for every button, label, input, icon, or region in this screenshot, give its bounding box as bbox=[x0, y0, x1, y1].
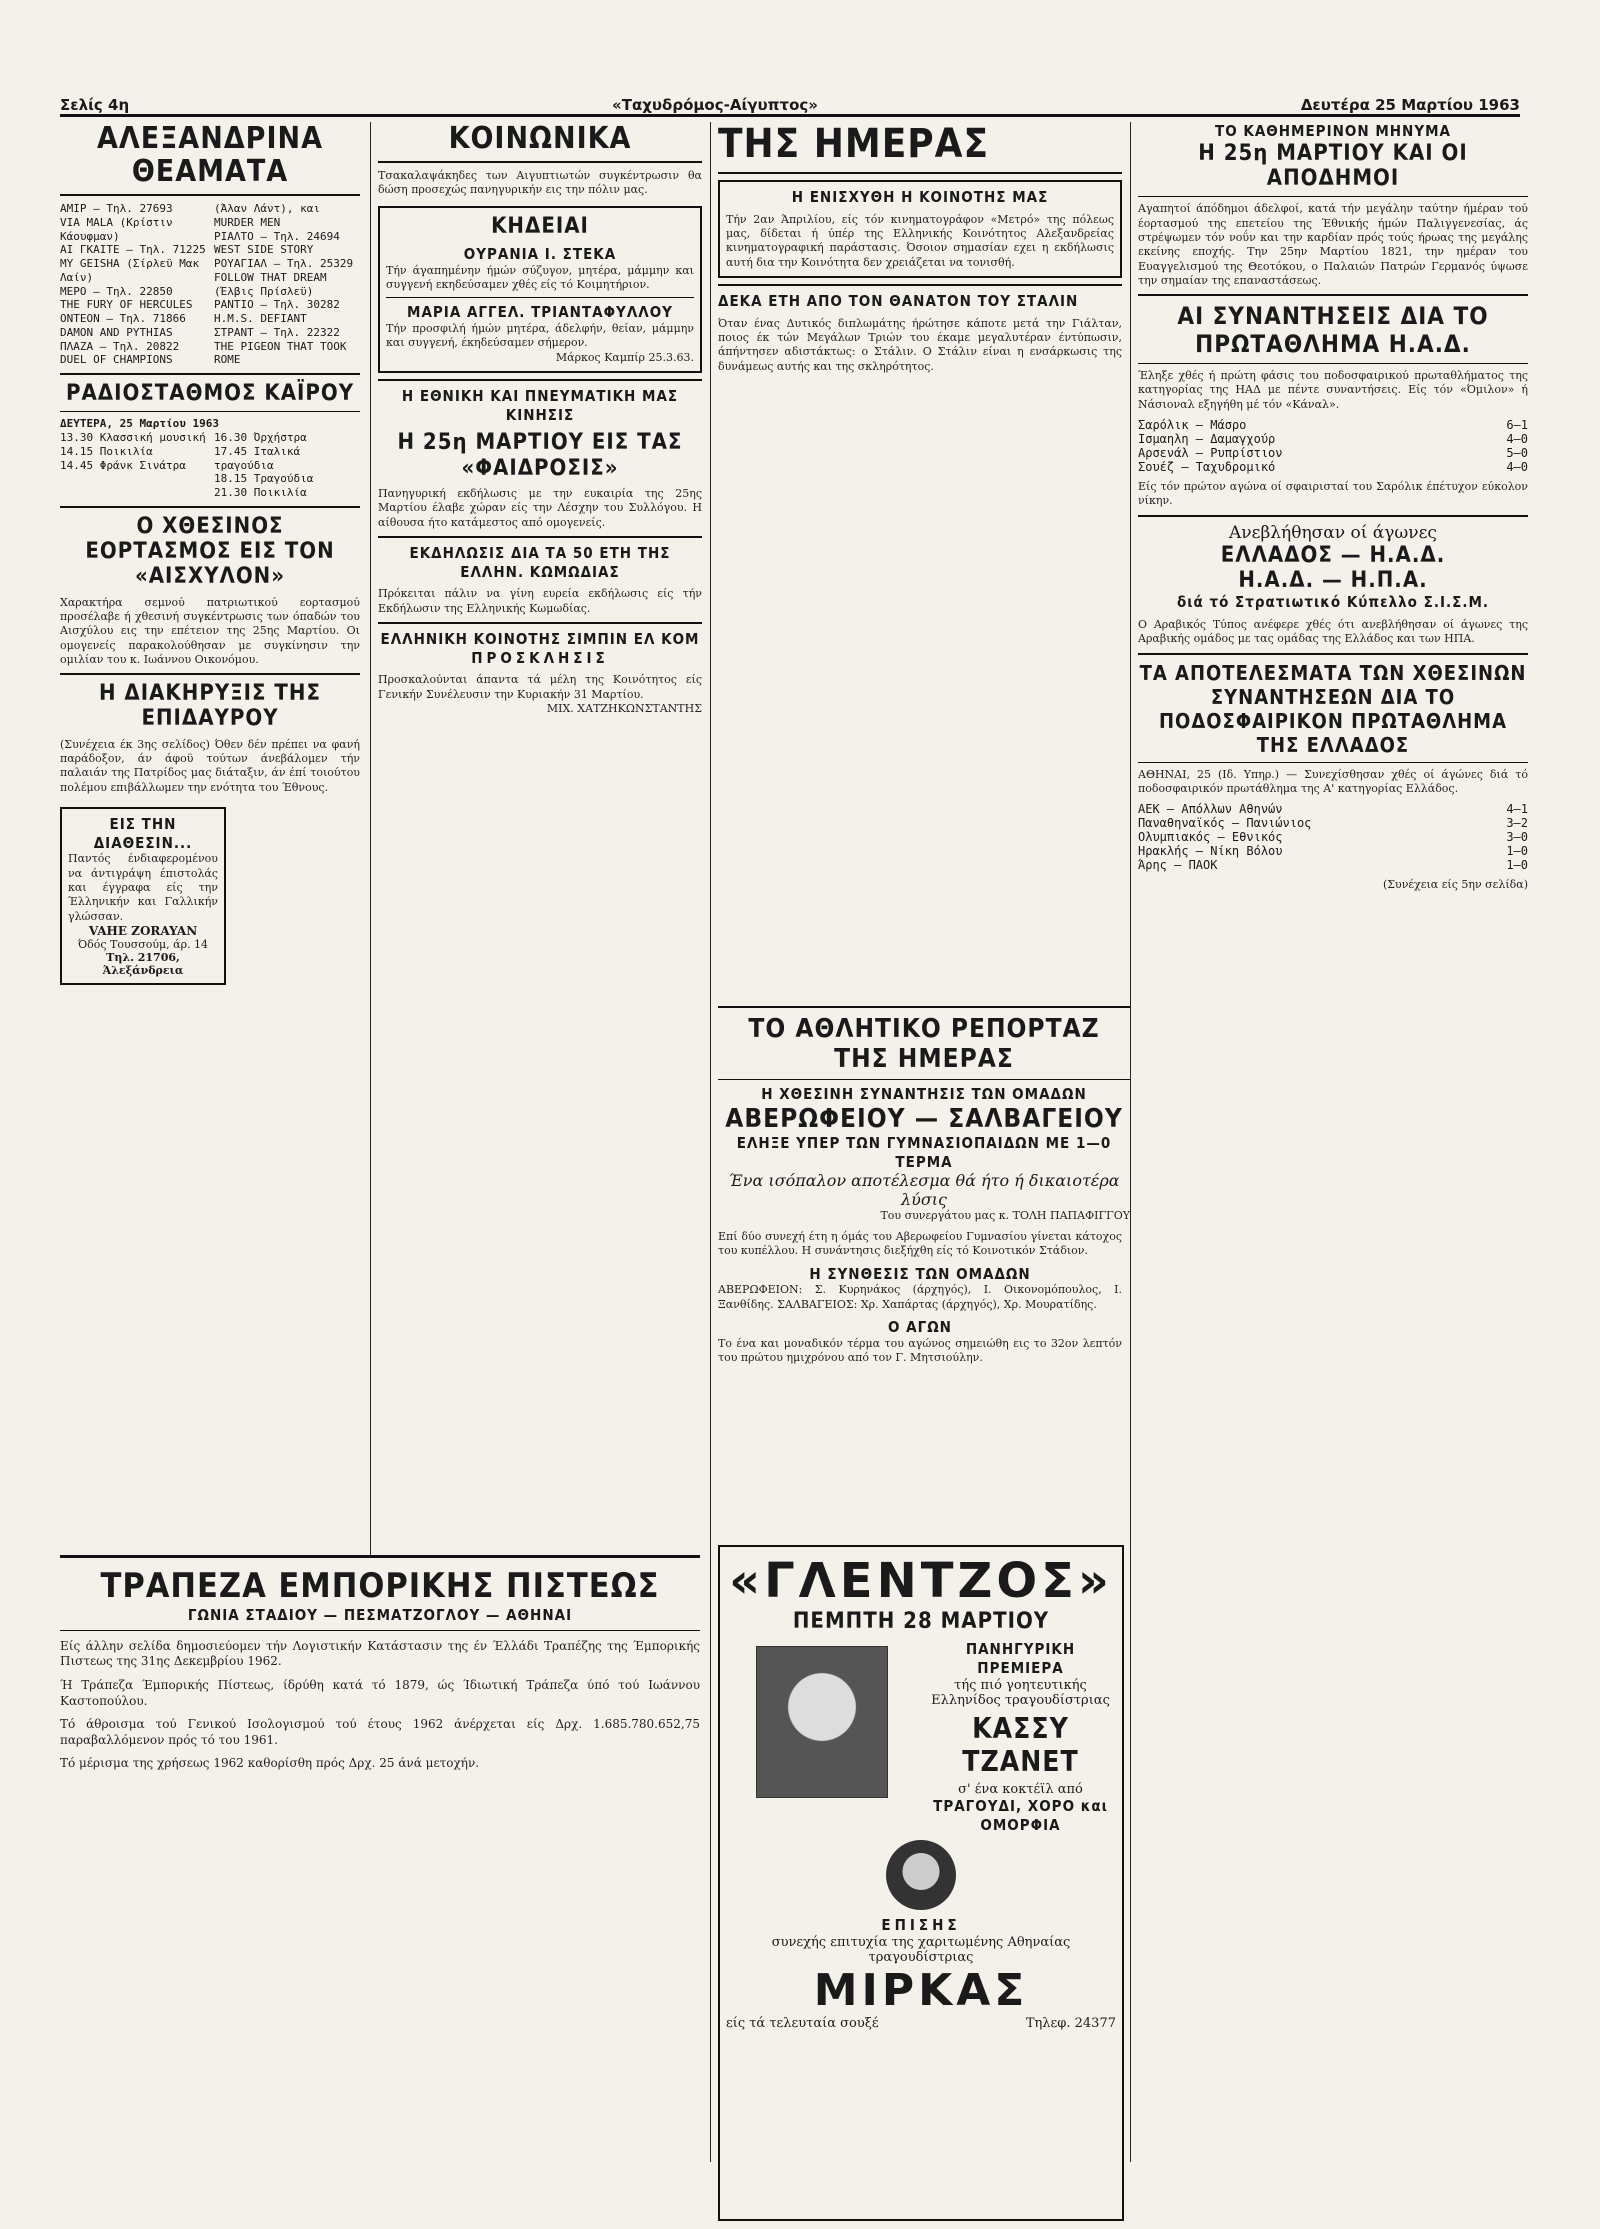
ad-phone: Τηλεφ. 24377 bbox=[1025, 2016, 1116, 2032]
funeral-signature: Μάρκος Καμπίρ 25.3.63. bbox=[555, 350, 694, 364]
awake-box bbox=[718, 180, 1122, 278]
page-header bbox=[60, 88, 1520, 117]
result-teams: Άρης — ΠΑΟΚ bbox=[1138, 858, 1218, 873]
sports-lineups: ΑΒΕΡΩΦΕΙΟΝ: Σ. Κυρηνάκος (άρχηγός), Ι. Οικονομόπουλος, Ι. Ξανθίδης. ΣΑΛΒΑΓΕΙΟΣ: Χρ. Χαπάρτας (άρχηγός), Χρ. Μουρατίδης. bbox=[718, 1283, 1122, 1311]
comedy-article: Πρόκειται πάλιν να γίνη ευρεία εκδήλωσις είς τήν Εκδήλωσιν της Ελληνικής Κωμωδίας. bbox=[378, 587, 702, 615]
ad-singer-intro: τής πιό γοητευτικής Ελληνίδος τραγουδίστριας bbox=[931, 1677, 1110, 1708]
result-score: 4—1 bbox=[1506, 802, 1528, 817]
declaration-article: (Συνέχεια έκ 3ης σελίδος) Όθεν δέν πρέπει να φανή παράδοξον, άν άφοϋ τούτων άνεβάλομεν τήν παλαιάν της Πατρίδος μας διάταξιν, άν έπί τοιούτου πολέμου επιβάλλωμεν την ενότητα του Έθνους. bbox=[60, 737, 360, 794]
results-table bbox=[1138, 418, 1528, 474]
cup-article: Έληξε χθές ή πρώτη φάσις του ποδοσφαιρικού πρωταθλήματος της κατηγορίας της ΗΑΔ με πέντε συναντήσεις. Είς τόν «Όμιλον» ή Νάσιοναλ εξηγήθη μέ τόν «Κάναλ». bbox=[1138, 369, 1528, 411]
diathesi-address: Όδός Τουσσούμ, άρ. 14 bbox=[77, 937, 209, 951]
theater-entry: ΡΑΝΤΙΟ — Τηλ. 30282 bbox=[214, 298, 340, 312]
ad-premiere: ΠΑΝΗΓΥΡΙΚΗ ΠΡΕΜΙΕΡΑ bbox=[965, 1640, 1076, 1678]
column-rule bbox=[710, 122, 711, 2162]
community-subtitle: ΠΡΟΣΚΛΗΣΙΣ bbox=[471, 648, 609, 667]
bank-title: ΤΡΑΠΕΖΑ ΕΜΠΟΡΙΚΗΣ ΠΙΣΤΕΩΣ bbox=[100, 1566, 660, 1606]
celebration-article: Χαρακτήρα σεμνού πατριωτικού εορτασμού προσέλαβε ή χθεσινή συγκέντρωσις των όπαδών του Αισχύλου εις την επέτειον της 25ης Μαρτίου. Οι ομογενείς παρακολούθησαν με συγκίνησιν την ομιλίαν του κ. Ιωάννου Οικονόμου. bbox=[60, 595, 360, 666]
ad-singer2-name: ΜΙΡΚΑΣ bbox=[813, 1965, 1029, 2017]
radio-entry: 16.30 Όρχήστρα bbox=[214, 431, 307, 445]
sports-report bbox=[718, 1000, 1130, 1225]
result-teams: Ισμαηλη — Δαμαγχούρ bbox=[1138, 432, 1276, 447]
glentzos-ad bbox=[718, 1545, 1124, 2221]
ad-last: είς τά τελευταία σουξέ bbox=[726, 2016, 879, 2032]
result-score: 1—0 bbox=[1506, 858, 1528, 873]
final-results-table bbox=[1138, 802, 1528, 872]
result-teams: Αρσενάλ — Ρυπρίστιον bbox=[1138, 446, 1283, 461]
theater-entry: WEST SIDE STORY bbox=[214, 243, 314, 257]
result-score: 1—0 bbox=[1506, 844, 1528, 859]
radio-entry: 17.45 Ιταλικά τραγούδια bbox=[214, 444, 301, 472]
theater-entry: H.M.S. DEFIANT bbox=[214, 312, 307, 325]
ad-also: ΕΠΙΣΗΣ bbox=[881, 1916, 961, 1935]
message-label: ΤΟ ΚΑΘΗΜΕΡΙΝΟΝ ΜΗΝΥΜΑ bbox=[1214, 122, 1452, 140]
result-teams: Ολυμπιακός — Εθνικός bbox=[1138, 830, 1283, 845]
cup-article-2: Είς τόν πρώτον αγώνα οί σφαιρισταί του Σαρόλικ έπέτυχον εύκολον νίκην. bbox=[1138, 480, 1528, 508]
revived-title: Ανεβλήθησαν οί άγωνες bbox=[1229, 522, 1437, 543]
theater-entry: ΠΛΑΖΑ — Τηλ. 20822 bbox=[60, 339, 180, 353]
result-row bbox=[1138, 858, 1528, 872]
ad-cocktail: σ' ένα κοκτέϊλ από bbox=[958, 1781, 1083, 1797]
cup-title: ΑΙ ΣΥΝΑΝΤΗΣΕΙΣ ΔΙΑ ΤΟ ΠΡΩΤΑΘΛΗΜΑ Η.Α.Δ. bbox=[1177, 302, 1489, 359]
result-row bbox=[1138, 844, 1528, 858]
theater-entry: ΟΝΤΕΟΝ — Τηλ. 71866 bbox=[60, 312, 186, 325]
result-score: 3—0 bbox=[1506, 830, 1528, 845]
final-title: ΤΑ ΑΠΟΤΕΛΕΣΜΑΤΑ ΤΩΝ ΧΘΕΣΙΝΩΝ ΣΥΝΑΝΤΗΣΕΩΝ ΔΙΑ ΤΟ ΠΟΔΟΣΦΑΙΡΙΚΟΝ ΠΡΩΤΑΘΛΗΜΑ ΤΗΣ ΕΛΛΑΔΟΣ bbox=[1139, 660, 1527, 757]
theater-entry: (Άλαν Λάντ), και MURDER MEN bbox=[214, 202, 320, 229]
radio-list-right bbox=[214, 431, 360, 500]
theater-entry: THE FURY OF HERCULES bbox=[60, 298, 193, 312]
nation-title: Η ΕΘΝΙΚΗ ΚΑΙ ΠΝΕΥΜΑΤΙΚΗ ΜΑΣ ΚΙΝΗΣΙΣ bbox=[401, 386, 679, 424]
theater-listings bbox=[60, 202, 360, 367]
message-title: Η 25η ΜΑΡΤΙΟΥ ΚΑΙ ΟΙ ΑΠΟΔΗΜΟΙ bbox=[1198, 140, 1468, 192]
day-title: ΤΗΣ ΗΜΕΡΑΣ bbox=[718, 122, 990, 167]
radio-entry: 14.15 Ποικιλία bbox=[60, 444, 153, 458]
result-teams: Παναθηναϊκός — Πανιώνιος bbox=[1138, 816, 1312, 831]
theater-entry: FOLLOW THAT DREAM (Έλβις Πρίσλεϋ) bbox=[214, 270, 327, 298]
bank-notice bbox=[60, 1555, 700, 2218]
theater-list-left bbox=[60, 202, 206, 367]
theater-entry: THE PIGEON THAT TOOK ROME bbox=[214, 339, 347, 367]
funeral-2-name: ΜΑΡΙΑ ΑΓΓΕΛ. ΤΡΙΑΝΤΑΦΥΛΛΟΥ bbox=[407, 303, 673, 322]
sports-byline: Του συνεργάτου μας κ. ΤΟΛΗ ΠΑΠΑΦΙΓΓΟΥ bbox=[880, 1209, 1130, 1223]
ad-show: ΤΡΑΓΟΥΔΙ, ΧΟΡΟ και ΟΜΟΡΦΙΑ bbox=[933, 1796, 1108, 1834]
radio-title: ΡΑΔΙΟΣΤΑΘΜΟΣ ΚΑΪΡΟΥ bbox=[65, 381, 355, 406]
revived-cup: διά τό Στρατιωτικό Κύπελλο Σ.Ι.Σ.Μ. bbox=[1176, 593, 1490, 612]
sports-quote: Ένα ισόπαλον αποτέλεσμα θά ήτο ή δικαιοτέρα λύσις bbox=[728, 1171, 1120, 1210]
result-score: 6—1 bbox=[1506, 418, 1528, 433]
page-number: Σελίς 4η bbox=[60, 96, 130, 114]
ad-also-text: συνεχής επιτυχία της χαριτωμένης Αθηναίας τραγουδίστριας bbox=[771, 1935, 1071, 1966]
singer-portrait bbox=[756, 1646, 888, 1798]
theater-entry: ΜΥ GEISHA (Σίρλεϋ Μακ Λαίν) bbox=[60, 257, 200, 284]
diathesi-name: VAHE ZORAYAN bbox=[88, 923, 198, 938]
radio-entry: 14.45 Φράνκ Σινάτρα bbox=[60, 458, 186, 472]
bank-paragraph-1: Είς άλλην σελίδα δημοσιεύομεν τήν Λογιστικήν Κατάστασιν της έν Έλλάδι Τραπέζης της Έμπορικής Πιστεως της 31ης Δεκεμβρίου 1962. bbox=[60, 1638, 700, 1669]
result-score: 3—2 bbox=[1506, 816, 1528, 831]
funeral-2-text: Τήν προσφιλή ήμών μητέρα, άδελφήν, θείαν, μάμμην και συγγενή, έκηδεύσαμεν σήμερον. bbox=[386, 321, 694, 350]
column-4 bbox=[1138, 122, 1528, 2212]
sports-paragraph-2: Το ένα και μοναδικόν τέρμα του αγώνος σημειώθη εις το 32ον λεπτόν του πρώτου ημιχρόνου από τον Γ. Μητσιούλην. bbox=[718, 1336, 1122, 1364]
theater-entry: ΑΜΙΡ — Τηλ. 27693 bbox=[60, 202, 173, 215]
theaters-title: ΑΛΕΞΑΝΔΡΙΝΑ ΘΕΑΜΑΤΑ bbox=[97, 122, 323, 189]
radio-entry: 21.30 Ποικιλία bbox=[214, 486, 307, 500]
awake-article: Τήν 2αν Άπριλίου, είς τόν κινηματογράφον «Μετρό» της πόλεως μας, δίδεται ή ύπέρ της Ελληνικής Κοινότητος Αλεξανδρείας κινηματογραφική παράστασις. Όσοιον σημασίαν εχει η εκδήλωσις αυτή δια την Κοινότητα δεν χρειάζεται να τονισθή. bbox=[726, 212, 1114, 269]
declaration-title: Η ΔΙΑΚΗΡΥΞΙΣ ΤΗΣ ΕΠΙΔΑΥΡΟΥ bbox=[98, 681, 322, 732]
sports-match-title: Ο ΑΓΩΝ bbox=[888, 1317, 952, 1336]
stalin-title: ΔΕΚΑ ΕΤΗ ΑΠΟ ΤΟΝ ΘΑΝΑΤΟΝ ΤΟΥ ΣΤΑΛΙΝ bbox=[718, 291, 1079, 310]
social-title: ΚΟΙΝΩΝΙΚΑ bbox=[448, 122, 632, 156]
revived-match-2: Η.Α.Δ. — Η.Π.Α. bbox=[1238, 567, 1428, 593]
ad-singer-name: ΚΑΣΣΥ ΤΖΑΝΕΤ bbox=[962, 1711, 1079, 1778]
result-row bbox=[1138, 460, 1528, 474]
awake-title: Η ΕΝΙΣΧΥΘΗ Η ΚΟΙΝΟΤΗΣ ΜΑΣ bbox=[791, 188, 1049, 206]
result-row bbox=[1138, 816, 1528, 830]
diathesi-box bbox=[60, 807, 226, 985]
message-article: Αγαπητοί άπόδημοι άδελφοί, κατά τήν μεγάλην ταύτην ήμέραν τού έορτασμού της επετείου της Έθνικής ήμών Παλιγγενεσίας, άς στρέψωμεν τόν νοΰν και την καρδίαν πρός τούς ήρωας της μεγάλης εκείνης εποχής. Την 25ην Μαρτίου 1821, την ημέραν του Ευαγγελισμού της Θεοτόκου, ο Παλαιών Πατρών Γερμανός ύψωσε την σημαίαν της επαναστάσεως. bbox=[1138, 202, 1528, 287]
result-row bbox=[1138, 418, 1528, 432]
result-score: 5—0 bbox=[1506, 446, 1528, 461]
community-title: ΕΛΛΗΝΙΚΗ ΚΟΙΝΟΤΗΣ ΣΙΜΠΙΝ ΕΛ ΚΟΜ bbox=[380, 629, 700, 648]
result-row bbox=[1138, 802, 1528, 816]
final-article: ΑΘΗΝΑΙ, 25 (Ιδ. Υπηρ.) — Συνεχίσθησαν χθές οί άγώνες διά τό ποδοσφαιρικόν πρωτάθλημα της Α' κατηγορίας Ελλάδος. bbox=[1138, 767, 1528, 795]
social-article: Τσακαλαψάκηδες των Αιγυπτιωτών συγκέντρωσιν θα δώση προσεχώς πανηγυρικήν εις την πόλιν μας. bbox=[378, 169, 702, 197]
result-teams: ΑΕΚ — Απόλλων Αθηνών bbox=[1138, 802, 1283, 817]
result-teams: Σαρόλικ — Μάσρο bbox=[1138, 418, 1247, 433]
result-row bbox=[1138, 432, 1528, 446]
result-teams: Ηρακλής — Νίκη Βόλου bbox=[1138, 844, 1283, 859]
result-teams: Σουέζ — Ταχυδρομικό bbox=[1138, 460, 1276, 475]
sports-paragraph-1: Επί δύο συνεχή έτη η όμάς του Αβερωφείου Γυμνασίου γίνεται κάτοχος του κυπέλλου. Η συνάντησις διεξήχθη είς τό Κοινοτικόν Στάδιον. bbox=[718, 1230, 1122, 1258]
sports-body bbox=[718, 1230, 1122, 1530]
result-score: 4—0 bbox=[1506, 432, 1528, 447]
radio-entry: 13.30 Κλασσική μουσική bbox=[60, 431, 206, 445]
comedy-title: ΕΚΔΗΛΩΣΙΣ ΔΙΑ ΤΑ 50 ΕΤΗ ΤΗΣ ΕΛΛΗΝ. ΚΩΜΩΔΙΑΣ bbox=[409, 543, 671, 581]
bank-paragraph-2: Ή Τράπεζα Έμπορικής Πίστεως, ίδρύθη κατά τό 1879, ώς Ίδιωτική Τράπεζα ύπό τού Ιωάννου Καστοπούλου. bbox=[60, 1677, 700, 1708]
community-signature: ΜΙΧ. ΧΑΤΖΗΚΩΝΣΤΑΝΤΗΣ bbox=[546, 702, 702, 716]
result-score: 4—0 bbox=[1506, 460, 1528, 475]
ad-venue: «ΓΛΕΝΤΖΟΣ» bbox=[729, 1553, 1113, 1609]
revived-match-1: ΕΛΛΑΔΟΣ — Η.Α.Δ. bbox=[1220, 542, 1446, 568]
singer2-portrait bbox=[886, 1840, 956, 1910]
revived-article: Ο Αραβικός Τύπος ανέφερε χθές ότι ανεβλήθησαν οί άγωνες της Αραβικής ομάδος με τας ομάδας της Ελλάδος και των ΗΠΑ. bbox=[1138, 617, 1528, 646]
theater-entry: ΡΙΑΛΤΟ — Τηλ. 24694 bbox=[214, 229, 340, 243]
funeral-1-text: Τήν άγαπημένην ήμών σύζυγον, μητέρα, μάμμην και συγγενή εκηδεύσαμεν χθές είς τό Κοιμητήριον. bbox=[386, 263, 694, 291]
diathesi-title: ΕΙΣ ΤΗΝ ΔΙΑΘΕΣΙΝ... bbox=[93, 814, 193, 852]
theater-entry: VIA MALA (Κρίστιν Κάουφμαν) bbox=[60, 215, 173, 243]
theater-entry: DUEL OF CHAMPIONS bbox=[60, 353, 173, 367]
funeral-1-name: ΟΥΡΑΝΙΑ Ι. ΣΤΕΚΑ bbox=[463, 244, 617, 263]
stalin-article: Όταν ένας Δυτικός διπλωμάτης ήρώτησε κάποτε μετά την Γιάλταν, ποιος έκ τών Μεγάλων Τριών του έκαμε μεγαλυτέραν έντύπωσιν, άπήντησεν αδιστάκτως: ο Στάλιν. Ο Στάλιν είναι η ενσάρκωσις της δυνάμεως αυτής και της σκληρότητος. bbox=[718, 316, 1122, 373]
sports-title: ΤΟ ΑΘΛΗΤΙΚΟ ΡΕΠΟΡΤΑΖ ΤΗΣ ΗΜΕΡΑΣ bbox=[748, 1014, 1100, 1074]
bank-subtitle: ΓΩΝΙΑ ΣΤΑΔΙΟΥ — ΠΕΣΜΑΤΖΟΓΛΟΥ — ΑΘΗΝΑΙ bbox=[187, 1606, 573, 1624]
bank-paragraph-4: Τό μέρισμα της χρήσεως 1962 καθορίσθη πρός Δρχ. 25 άνά μετοχήν. bbox=[60, 1756, 480, 1771]
diathesi-text: Παντός ένδιαφερομένου να άντιγράψη έπιστολάς και έγγραφα είς την Έλληνικήν και Γαλλικήν γλώσσαν. bbox=[68, 852, 218, 923]
radio-list-left bbox=[60, 431, 206, 500]
sports-result: ΕΛΗΞΕ ΥΠΕΡ ΤΩΝ ΓΥΜΝΑΣΙΟΠΑΙΔΩΝ ΜΕ 1—0 ΤΕΡΜΑ bbox=[736, 1133, 1112, 1171]
funerals-title: ΚΗΔΕΙΑΙ bbox=[491, 213, 589, 239]
celebration-title: Ο ΧΘΕΣΙΝΟΣ ΕΟΡΤΑΣΜΟΣ ΕΙΣ ΤΟΝ «ΑΙΣΧΥΛΟΝ» bbox=[85, 513, 335, 590]
ad-date: ΠΕΜΠΤΗ 28 ΜΑΡΤΙΟΥ bbox=[792, 1609, 1050, 1634]
march-article: Πανηγυρική εκδήλωσις με την ευκαιρία της 25ης Μαρτίου έλαβε χώραν είς την Λέσχην του Συλλόγου. Η αίθουσα ήτο κατάμεστος από ομογενείς. bbox=[378, 486, 702, 529]
sports-teams: ΑΒΕΡΩΦΕΙΟΥ — ΣΑΛΒΑΓΕΙΟΥ bbox=[725, 1103, 1123, 1134]
radio-date: ΔΕΥΤΕΡΑ, 25 Μαρτίου 1963 bbox=[60, 417, 219, 431]
theater-list-right bbox=[214, 202, 360, 367]
column-rule bbox=[1130, 122, 1131, 2162]
bank-paragraph-3: Τό άθροισμα τού Γενικού Ισολογισμού τού έτους 1962 άνέρχεται είς Δρχ. 1.685.780.652,75 παραβαλλόμενον πρός τό του 1961. bbox=[60, 1717, 700, 1747]
issue-date: Δευτέρα 25 Μαρτίου 1963 bbox=[1300, 96, 1520, 114]
sports-lineups-title: Η ΣΥΝΘΕΣΙΣ ΤΩΝ ΟΜΑΔΩΝ bbox=[809, 1264, 1031, 1283]
column-2 bbox=[378, 122, 702, 1547]
theater-entry: ΡΟΥΑΓΙΑΛ — Τηλ. 25329 bbox=[214, 257, 354, 270]
result-row bbox=[1138, 830, 1528, 844]
continued-note: (Συνέχεια είς 5ην σελίδα) bbox=[1382, 878, 1528, 892]
march-title: Η 25η ΜΑΡΤΙΟΥ ΕΙΣ ΤΑΣ «ΦΑΙΔΡΟΣΙΣ» bbox=[397, 430, 683, 481]
result-row bbox=[1138, 446, 1528, 460]
community-article: Προσκαλούνται άπαντα τά μέλη της Κοινότητος είς Γενικήν Συνέλευσιν την Κυριακήν 31 Μαρτίου. bbox=[378, 673, 702, 701]
radio-entry: 18.15 Τραγούδια bbox=[214, 472, 314, 486]
theater-entry: ΣΤΡΑΝΤ — Τηλ. 22322 bbox=[214, 325, 340, 339]
theater-entry: ΑΙ ΓΚΑΙΤΕ — Τηλ. 71225 bbox=[60, 243, 206, 257]
theater-entry: DAMON AND PYTHIAS bbox=[60, 325, 173, 339]
diathesi-phone: Τηλ. 21706, Άλεξάνδρεια bbox=[102, 950, 184, 977]
radio-schedule bbox=[60, 431, 360, 500]
theater-entry: ΜΕΡΟ — Τηλ. 22850 bbox=[60, 284, 173, 298]
funerals-box bbox=[378, 206, 702, 373]
newspaper-name: «Ταχυδρόμος-Αίγυπτος» bbox=[612, 96, 818, 114]
sports-subtitle: Η ΧΘΕΣΙΝΗ ΣΥΝΑΝΤΗΣΙΣ ΤΩΝ ΟΜΑΔΩΝ bbox=[761, 1085, 1087, 1103]
